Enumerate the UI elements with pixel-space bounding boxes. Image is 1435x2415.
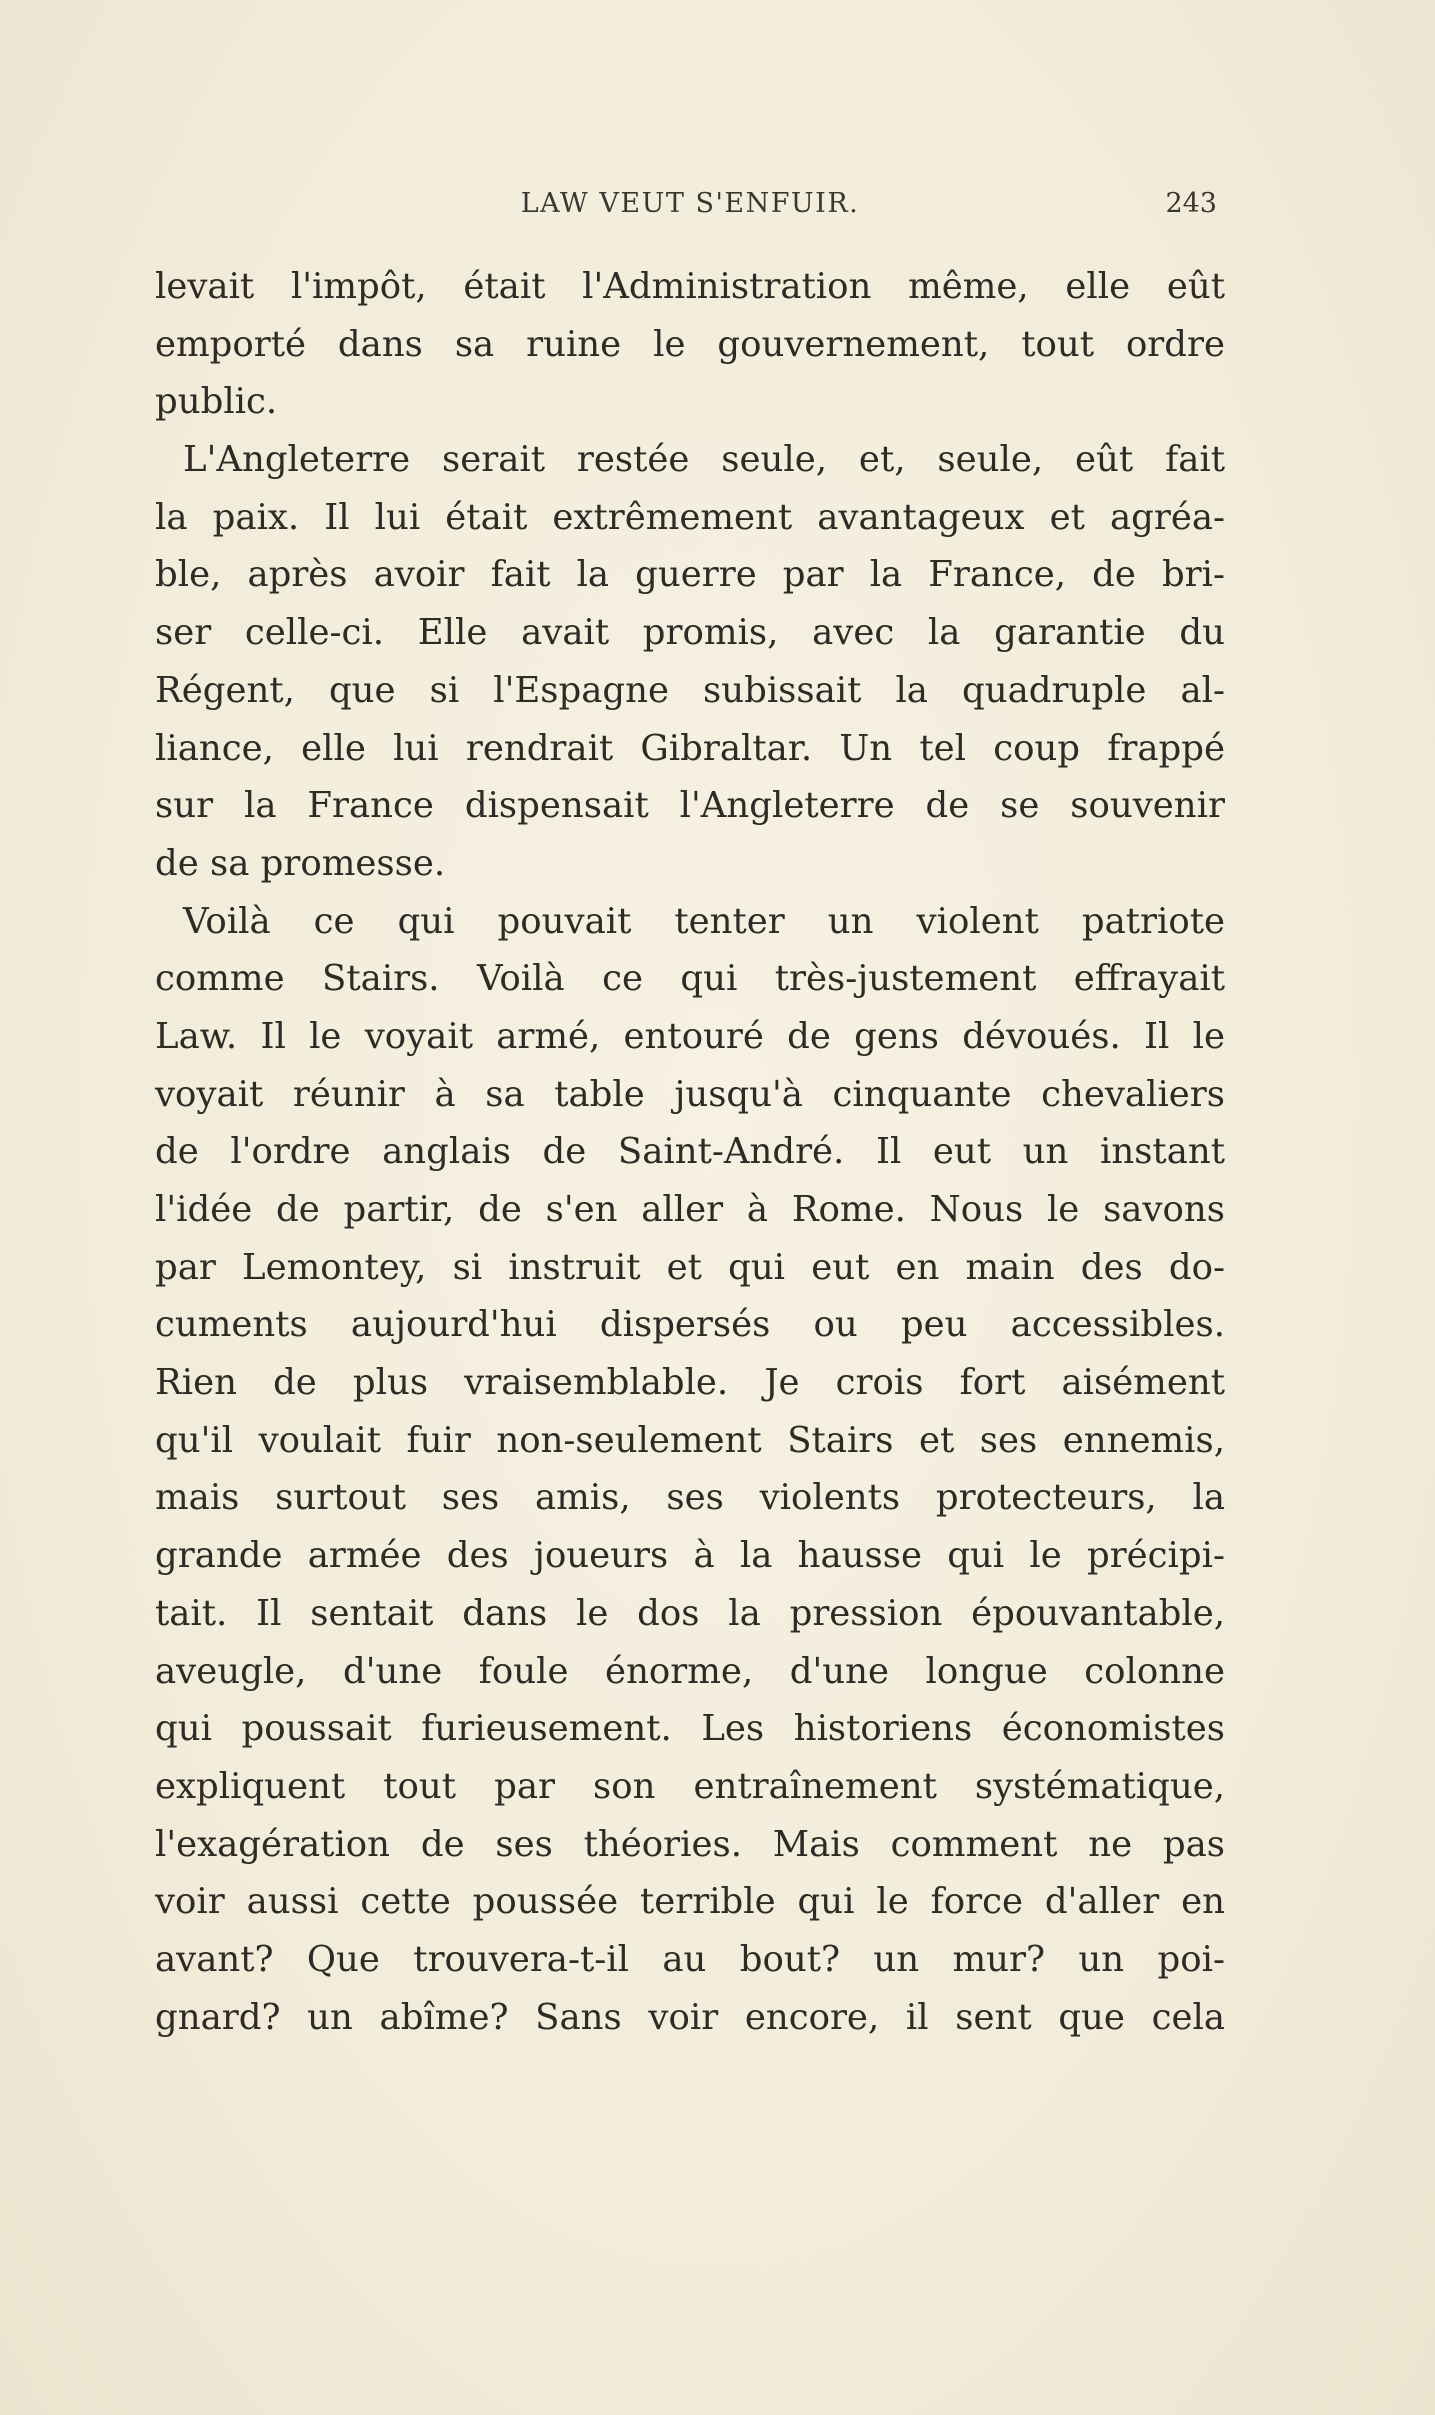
text-line: mais surtout ses amis, ses violents protecteurs, la <box>155 1477 1225 1519</box>
text-line: par Lemontey, si instruit et qui eut en main des do- <box>155 1246 1225 1288</box>
text-line: tait. Il sentait dans le dos la pression épouvantable, <box>155 1592 1225 1634</box>
text-line: expliquent tout par son entraînement systématique, <box>155 1765 1225 1807</box>
text-line: comme Stairs. Voilà ce qui très-justement effrayait <box>155 958 1225 1000</box>
text-line: Régent, que si l'Espagne subissait la quadruple al- <box>155 669 1225 711</box>
text-line: Voilà ce qui pouvait tenter un violent patriote <box>183 900 1225 942</box>
page-number: 243 <box>1165 188 1217 219</box>
text-line: de l'ordre anglais de Saint-André. Il eut un instant <box>155 1131 1225 1173</box>
text-line: voyait réunir à sa table jusqu'à cinquante chevaliers <box>155 1073 1225 1115</box>
text-line: liance, elle lui rendrait Gibraltar. Un tel coup frappé <box>155 727 1225 769</box>
text-line: L'Angleterre serait restée seule, et, seule, eût fait <box>183 439 1225 481</box>
text-line: cuments aujourd'hui dispersés ou peu accessibles. <box>155 1304 1225 1346</box>
text-line: ble, après avoir fait la guerre par la France, de bri- <box>155 554 1225 596</box>
text-line: Law. Il le voyait armé, entouré de gens dévoués. Il le <box>155 1015 1225 1057</box>
text-line: aveugle, d'une foule énorme, d'une longue colonne <box>155 1650 1225 1692</box>
text-line: emporté dans sa ruine le gouvernement, tout ordre <box>155 323 1225 365</box>
text-line: qui poussait furieusement. Les historiens économistes <box>155 1708 1225 1750</box>
running-head <box>155 188 1225 228</box>
body-text <box>155 258 1225 2046</box>
text-line: l'exagération de ses théories. Mais comment ne pas <box>155 1823 1225 1865</box>
text-line: levait l'impôt, était l'Administration même, elle eût <box>155 266 1225 307</box>
text-line: qu'il voulait fuir non-seulement Stairs et ses ennemis, <box>155 1419 1225 1461</box>
text-line: Rien de plus vraisemblable. Je crois fort aisément <box>155 1362 1225 1404</box>
running-title: LAW VEUT S'ENFUIR. <box>520 188 860 219</box>
text-line: ser celle-ci. Elle avait promis, avec la garantie du <box>155 612 1225 654</box>
text-line: voir aussi cette poussée terrible qui le force d'aller en <box>155 1881 1225 1923</box>
text-line: avant? Que trouvera-t-il au bout? un mur? un poi- <box>155 1938 1225 1980</box>
text-line: sur la France dispensait l'Angleterre de se souvenir <box>155 785 1225 827</box>
text-line: de sa promesse. <box>155 842 446 884</box>
text-line: public. <box>155 381 278 423</box>
text-line: l'idée de partir, de s'en aller à Rome. Nous le savons <box>155 1189 1225 1230</box>
text-line: la paix. Il lui était extrêmement avantageux et agréa- <box>155 496 1225 538</box>
text-line: grande armée des joueurs à la hausse qui le précipi- <box>155 1535 1225 1577</box>
text-line: gnard? un abîme? Sans voir encore, il sent que cela <box>155 1996 1225 2038</box>
